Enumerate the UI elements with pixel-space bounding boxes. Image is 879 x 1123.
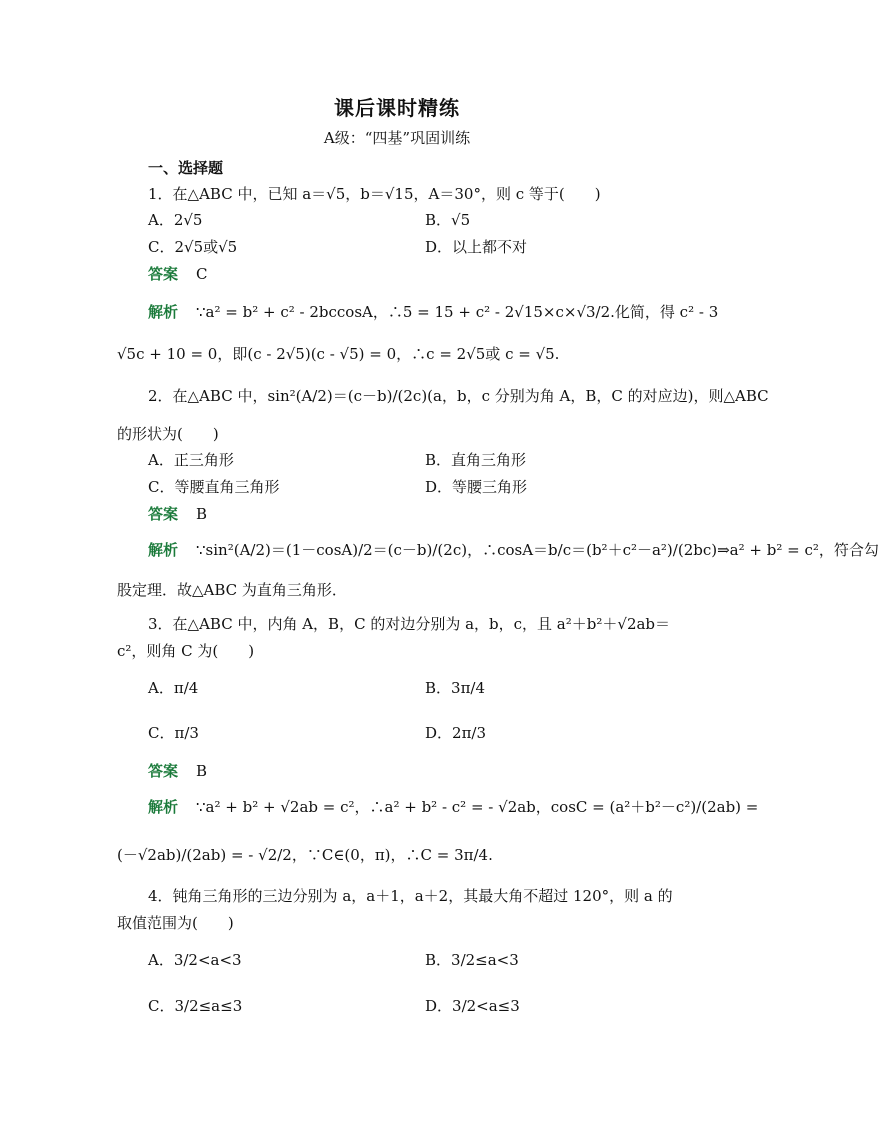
q2-option-a: A．正三角形 (148, 451, 234, 469)
q3-option-c: C．π/3 (148, 724, 199, 742)
q3-option-b: B．3π/4 (425, 679, 486, 697)
q2-analysis-line-1: ∵sin²(A/2)＝(1－cosA)/2＝(c－b)/(2c)，∴cosA＝b/c＝(b²＋c²－a²)/(2bc)⇒a² + b² = c²，符合勾 (196, 541, 879, 559)
analysis-label: 解析 (148, 303, 179, 321)
q4-stem-line-1: 4．钝角三角形的三边分别为 a，a＋1，a＋2，其最大角不超过 120°，则 a 的 (148, 887, 673, 905)
q4-option-b: B．3/2≤a<3 (425, 951, 519, 969)
q1-analysis-line-2: √5c + 10 = 0，即(c - 2√5)(c - √5) = 0，∴c = 2√5或 c = √5. (117, 345, 560, 363)
q2-analysis-row (148, 540, 879, 560)
q1-option-a: A．2√5 (148, 211, 203, 229)
q3-stem-line-2: c²，则角 C 为( ) (117, 642, 255, 660)
answer-label: 答案 (148, 505, 179, 523)
q4-stem-line-2: 取值范围为( ) (117, 914, 234, 932)
q1-option-d: D．以上都不对 (425, 238, 528, 256)
q2-stem-line-2: 的形状为( ) (117, 425, 219, 443)
q2-option-d: D．等腰三角形 (425, 478, 528, 496)
section-heading: 一、选择题 (148, 159, 224, 177)
q1-option-c: C．2√5或√5 (148, 238, 238, 256)
answer-label: 答案 (148, 762, 179, 780)
q2-answer-value: B (196, 505, 208, 523)
q3-option-d: D．2π/3 (425, 724, 487, 742)
q1-analysis-line-1: ∵a² = b² + c² - 2bccosA，∴5 = 15 + c² - 2√15×c×√3/2.化简，得 c² - 3 (196, 303, 719, 321)
analysis-label: 解析 (148, 541, 179, 559)
q3-analysis-line-1: ∵a² + b² + √2ab = c²，∴a² + b² - c² = - √2ab，cosC = (a²＋b²－c²)/(2ab) = (196, 798, 759, 816)
q2-analysis-line-2: 股定理．故△ABC 为直角三角形． (117, 581, 347, 599)
q2-stem-line-1: 2．在△ABC 中，sin²(A/2)＝(c－b)/(2c)(a，b，c 分别为角 A，B，C 的对应边)，则△ABC (148, 387, 769, 405)
q4-option-c: C．3/2≤a≤3 (148, 997, 243, 1015)
q1-analysis-row (148, 302, 718, 322)
q4-option-d: D．3/2<a≤3 (425, 997, 520, 1015)
q3-stem-line-1: 3．在△ABC 中，内角 A，B，C 的对边分别为 a，b，c，且 a²＋b²＋√2ab＝ (148, 615, 671, 633)
q3-analysis-line-2: (－√2ab)/(2ab) = - √2/2，∵C∈(0，π)，∴C = 3π/4. (117, 846, 493, 864)
page-subtitle: A级：“四基”巩固训练 (323, 129, 471, 147)
q1-option-b: B．√5 (425, 211, 471, 229)
analysis-label: 解析 (148, 798, 179, 816)
q2-answer-row (148, 504, 207, 524)
q3-answer-value: B (196, 762, 208, 780)
q4-option-a: A．3/2<a<3 (148, 951, 242, 969)
q1-answer-value: C (196, 265, 208, 283)
page-title: 课后课时精练 (334, 96, 460, 120)
q2-option-b: B．直角三角形 (425, 451, 527, 469)
q2-option-c: C．等腰直角三角形 (148, 478, 280, 496)
q1-stem: 1．在△ABC 中，已知 a＝√5，b＝√15，A＝30°，则 c 等于( ) (148, 185, 601, 203)
q3-analysis-row (148, 797, 758, 817)
answer-label: 答案 (148, 265, 179, 283)
q3-option-a: A．π/4 (148, 679, 199, 697)
q1-answer-row (148, 264, 208, 284)
q3-answer-row (148, 761, 207, 781)
